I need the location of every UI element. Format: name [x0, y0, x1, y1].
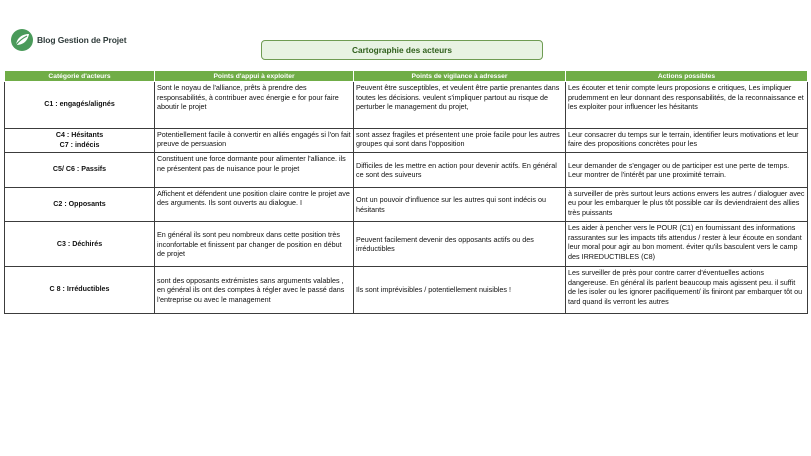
- row-category: C2 : Opposants: [5, 187, 155, 222]
- page-title-box: [261, 40, 543, 60]
- header-vigilance: Points de vigilance à adresser: [354, 71, 566, 82]
- row-actions: Les écouter et tenir compte leurs proposions e critiques, Les impliquer prudemment en leur donnant des responsabilités, de la reconnaissance et les exploiter pour influencer les hésitants: [566, 82, 808, 129]
- row-category: C5/ C6 : Passifs: [5, 153, 155, 188]
- row-category: C1 : engagés/alignés: [5, 82, 155, 129]
- row-vigilance: Difficiles de les mettre en action pour devenir actifs. En général ce sont des suiveurs: [354, 153, 566, 188]
- table-row: [5, 187, 808, 222]
- header-category: Catégorie d'acteurs: [5, 71, 155, 82]
- row-appui: En général ils sont peu nombreux dans cette position très inconfortable et finissent par changer de position en début de projet: [155, 222, 354, 267]
- row-category: C3 : Déchirés: [5, 222, 155, 267]
- row-actions: à surveiller de près surtout leurs actions envers les autres / dialoguer avec eu pour les embarquer le plus tôt possible car ils deviendraient des allies très puissants: [566, 187, 808, 222]
- header-appui: Points d'appui à exploiter: [155, 71, 354, 82]
- row-actions: Leur consacrer du temps sur le terrain, identifier leurs motivations et leur faire des propositions concrètes pour les: [566, 128, 808, 152]
- header-actions: Actions possibles: [566, 71, 808, 82]
- actors-table: [4, 70, 808, 314]
- row-vigilance: Ont un pouvoir d'influence sur les autres qui sont indécis ou hésitants: [354, 187, 566, 222]
- leaf-logo-icon: [10, 28, 34, 52]
- row-appui: Potentiellement facile à convertir en alliés engagés si l'on fait preuve de persuasion: [155, 128, 354, 152]
- row-vigilance: Ils sont imprévisibles / potentiellement nuisibles !: [354, 267, 566, 314]
- row-appui: Affichent et défendent une position claire contre le projet ave des arguments. Ils sont ouverts au dialogue. I: [155, 187, 354, 222]
- row-appui: Sont le noyau de l'alliance, prêts à prendre des responsabilités, à contribuer avec énergie e for pour faire aboutir le projet: [155, 82, 354, 129]
- table-row: [5, 153, 808, 188]
- row-appui: sont des opposants extrémistes sans arguments valables , en général ils ont des comptes à régler avec le passé dans l'entreprise ou avec le management: [155, 267, 354, 314]
- table-row: [5, 267, 808, 314]
- table-header-row: [5, 71, 808, 82]
- row-actions: Les aider à pencher vers le POUR (C1) en fournissant des informations rassurantes sur les impacts tifs attendus / rester à leur écoute en sondant leur moral pour agir au bon moment. éviter qu'ils basculent vers le camp des IRREDUCTIBLES (C8): [566, 222, 808, 267]
- page-title: Cartographie des acteurs: [351, 45, 453, 55]
- table-row: [5, 82, 808, 129]
- table-row: [5, 128, 808, 152]
- row-vigilance: Peuvent être susceptibles, et veulent être partie prenantes dans toutes les décisions. veulent s'impliquer partout au risque de perturber le management du projet,: [354, 82, 566, 129]
- logo-text: Blog Gestion de Projet: [37, 35, 127, 45]
- row-actions: Les surveiller de près pour contre carrer d'éventuelles actions dangereuse. En général ils parlent beaucoup mais agissent peu. il suffit de les isoler ou les ignorer pacifiquement/ ils finiront par embarquer tôt ou tard quand ils verront les autres: [566, 267, 808, 314]
- row-appui: Constituent une force dormante pour alimenter l'alliance. ils ne présentent pas de nuisance pour le projet: [155, 153, 354, 188]
- table-row: [5, 222, 808, 267]
- row-category: C4 : Hésitants C7 : indécis: [5, 128, 155, 152]
- row-category: C 8 : Irréductibles: [5, 267, 155, 314]
- row-vigilance: Peuvent facilement devenir des opposants actifs ou des irréductibles: [354, 222, 566, 267]
- logo: [10, 28, 126, 52]
- row-actions: Leur demander de s'engager ou de participer est une perte de temps. Leur montrer de l'intérêt par une proximité terrain.: [566, 153, 808, 188]
- row-vigilance: sont assez fragiles et présentent une proie facile pour les autres groupes qui sont dans l'opposition: [354, 128, 566, 152]
